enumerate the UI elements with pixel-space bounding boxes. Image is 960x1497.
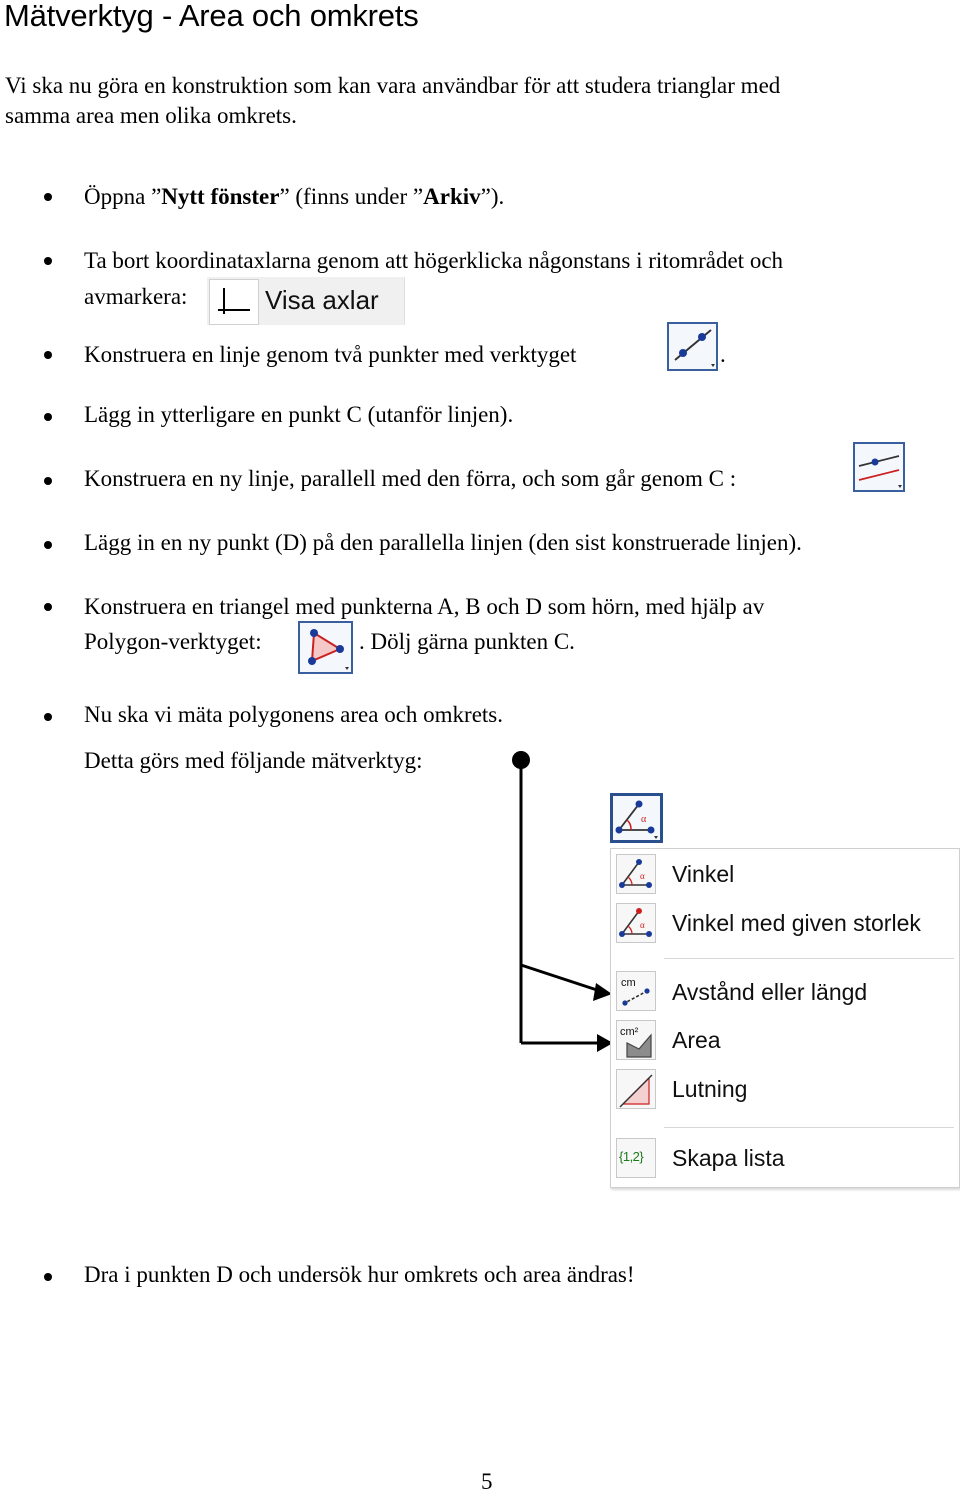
angle-icon <box>616 854 656 894</box>
bullet-dot <box>44 541 52 549</box>
intro-line-1: Vi ska nu göra en konstruktion som kan vara användbar för att studera trianglar med <box>5 73 781 98</box>
bullet-dot <box>44 1273 52 1281</box>
step-1-mid: ” (finns under ” <box>279 184 424 209</box>
menu-label-vinkel: Vinkel <box>672 861 735 887</box>
measure-tool-button[interactable] <box>610 793 663 843</box>
visa-axlar-menu-item[interactable] <box>207 277 405 325</box>
axes-icon <box>209 279 259 325</box>
connector-arrows <box>500 745 620 1075</box>
step-1-bold-new-window: Nytt fönster <box>161 184 280 209</box>
step-6-text: Lägg in en ny punkt (D) på den parallella linjen (den sist konstruerade linjen). <box>84 530 802 555</box>
step-3-text: Konstruera en linje genom två punkter med verktyget <box>84 342 577 367</box>
menu-label-lutning: Lutning <box>672 1076 748 1102</box>
step-open-new-window <box>84 181 504 212</box>
svg-text:α: α <box>641 814 647 825</box>
step-4-text: Lägg in ytterligare en punkt C (utanför linjen). <box>84 402 514 427</box>
angle-measure-icon <box>613 796 660 840</box>
step-3-post: . <box>720 342 726 367</box>
step-9-text: Dra i punkten D och undersök hur omkrets och area ändras! <box>84 1262 635 1287</box>
step-7-line-1: Konstruera en triangel med punkterna A, B och D som hörn, med hjälp av <box>84 594 765 619</box>
menu-separator <box>664 958 954 959</box>
line-tool-button[interactable] <box>667 322 718 371</box>
step-2-line-2: avmarkera: <box>84 284 188 309</box>
step-7-line-2-post: . Dölj gärna punkten C. <box>359 629 575 654</box>
svg-text:α: α <box>640 871 645 881</box>
bullet-dot <box>44 193 52 201</box>
step-8-line-1: Nu ska vi mäta polygonens area och omkrets. <box>84 702 503 727</box>
step-2-line-1: Ta bort koordinataxlarna genom att högerklicka någonstans i ritområdet och <box>84 248 784 273</box>
bullet-dot <box>44 713 52 721</box>
bullet-dot <box>44 477 52 485</box>
list-icon <box>616 1138 656 1178</box>
menu-separator <box>664 1127 954 1128</box>
slope-icon <box>616 1069 656 1109</box>
menu-item-lutning[interactable] <box>612 1066 956 1112</box>
intro-line-2: samma area men olika omkrets. <box>5 103 297 128</box>
area-icon <box>616 1020 656 1060</box>
step-1-post: ”). <box>480 184 505 209</box>
visa-axlar-label: Visa axlar <box>265 285 379 315</box>
angle-given-size-icon <box>616 903 656 943</box>
line-through-two-points-icon <box>669 324 716 369</box>
menu-item-area[interactable] <box>612 1017 956 1063</box>
parallel-line-tool-button[interactable] <box>853 442 905 492</box>
bullet-dot <box>44 351 52 359</box>
menu-label-vinkel-given: Vinkel med given storlek <box>672 910 921 936</box>
step-7-line-2-pre: Polygon-verktyget: <box>84 629 262 654</box>
polygon-tool-button[interactable] <box>298 621 353 674</box>
svg-text:α: α <box>640 920 645 930</box>
step-1-pre: Öppna ” <box>84 184 162 209</box>
polygon-icon <box>300 623 351 672</box>
page-number: 5 <box>481 1469 493 1494</box>
area-icon-text: cm² <box>620 1026 639 1038</box>
step-5-text: Konstruera en ny linje, parallell med den förra, och som går genom C : <box>84 466 737 491</box>
distance-icon-text: cm <box>621 977 636 989</box>
bullet-dot <box>44 413 52 421</box>
page-title: Mätverktyg - Area och omkrets <box>4 0 419 33</box>
menu-label-avstand: Avstånd eller längd <box>672 979 868 1005</box>
step-8-line-2: Detta görs med följande mätverktyg: <box>84 748 423 773</box>
menu-item-vinkel[interactable] <box>612 852 956 898</box>
distance-icon <box>616 971 656 1011</box>
bullet-dot <box>44 257 52 265</box>
bullet-dot <box>44 603 52 611</box>
parallel-line-icon <box>855 444 903 490</box>
list-icon-text: {1,2} <box>619 1149 644 1164</box>
menu-label-skapa-lista: Skapa lista <box>672 1145 785 1171</box>
menu-label-area: Area <box>672 1027 721 1053</box>
step-1-bold-arkiv: Arkiv <box>423 184 481 209</box>
